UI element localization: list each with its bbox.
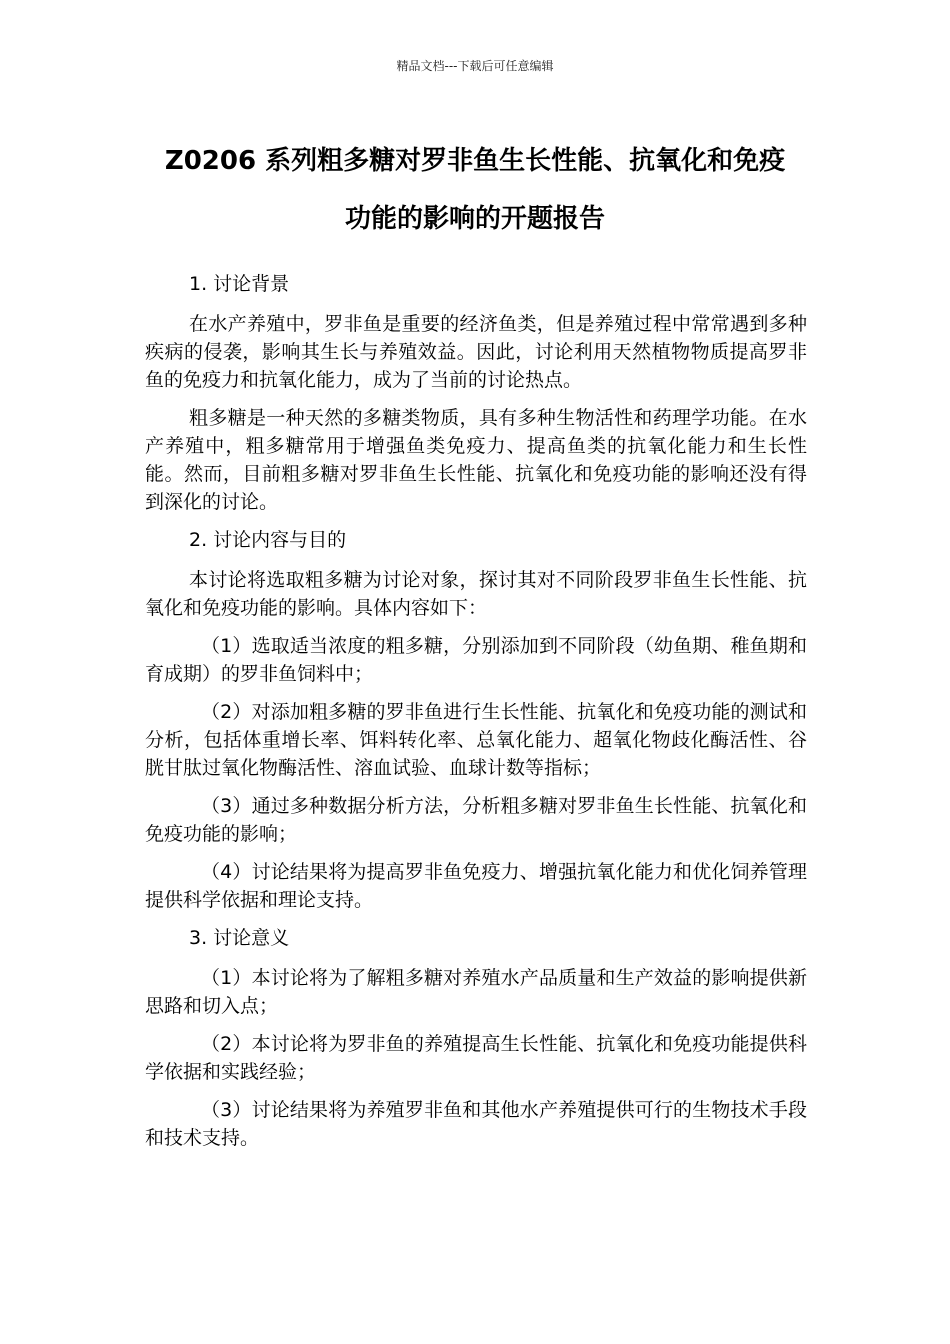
list-item: （3）通过多种数据分析方法，分析粗多糖对罗非鱼生长性能、抗氧化和免疫功能的影响； <box>145 795 807 845</box>
title-line-2: 功能的影响的开题报告 <box>344 204 605 234</box>
list-item: （3）讨论结果将为养殖罗非鱼和其他水产养殖提供可行的生物技术手段和技术支持。 <box>145 1099 807 1149</box>
list-item: （1）选取适当浓度的粗多糖，分别添加到不同阶段（幼鱼期、稚鱼期和育成期）的罗非鱼饲料中； <box>145 635 807 685</box>
paragraph: 在水产养殖中，罗非鱼是重要的经济鱼类，但是养殖过程中常常遇到多种疾病的侵袭，影响其生长与养殖效益。因此，讨论利用天然植物物质提高罗非鱼的免疫力和抗氧化能力，成为了当前的讨论热点。 <box>145 313 807 391</box>
paragraph: 粗多糖是一种天然的多糖类物质，具有多种生物活性和药理学功能。在水产养殖中，粗多糖常用于增强鱼类免疫力、提高鱼类的抗氧化能力和生长性能。然而，目前粗多糖对罗非鱼生长性能、抗氧化和免疫功能的影响还没有得到深化的讨论。 <box>145 407 807 513</box>
list-item: （2）对添加粗多糖的罗非鱼进行生长性能、抗氧化和免疫功能的测试和分析，包括体重增长率、饵料转化率、总氧化能力、超氧化物歧化酶活性、谷胱甘肽过氧化物酶活性、溶血试验、血球计数等指标； <box>145 701 807 779</box>
header-note: 精品文档---下载后可任意编辑 <box>396 59 554 73</box>
document-body <box>145 270 807 1162</box>
list-item: （1）本讨论将为了解粗多糖对养殖水产品质量和生产效益的影响提供新思路和切入点； <box>145 967 807 1017</box>
section-heading-significance: 3. 讨论意义 <box>189 927 290 949</box>
list-item: （2）本讨论将为罗非鱼的养殖提高生长性能、抗氧化和免疫功能提供科学依据和实践经验； <box>145 1033 807 1083</box>
document-title <box>140 132 810 248</box>
paragraph: 本讨论将选取粗多糖为讨论对象，探讨其对不同阶段罗非鱼生长性能、抗氧化和免疫功能的影响。具体内容如下： <box>145 569 807 619</box>
list-item: （4）讨论结果将为提高罗非鱼免疫力、增强抗氧化能力和优化饲养管理提供科学依据和理论支持。 <box>145 861 807 911</box>
title-line-1: Z0206 系列粗多糖对罗非鱼生长性能、抗氧化和免疫 <box>164 146 786 176</box>
section-heading-background: 1. 讨论背景 <box>189 273 290 295</box>
section-heading-content: 2. 讨论内容与目的 <box>189 529 347 551</box>
